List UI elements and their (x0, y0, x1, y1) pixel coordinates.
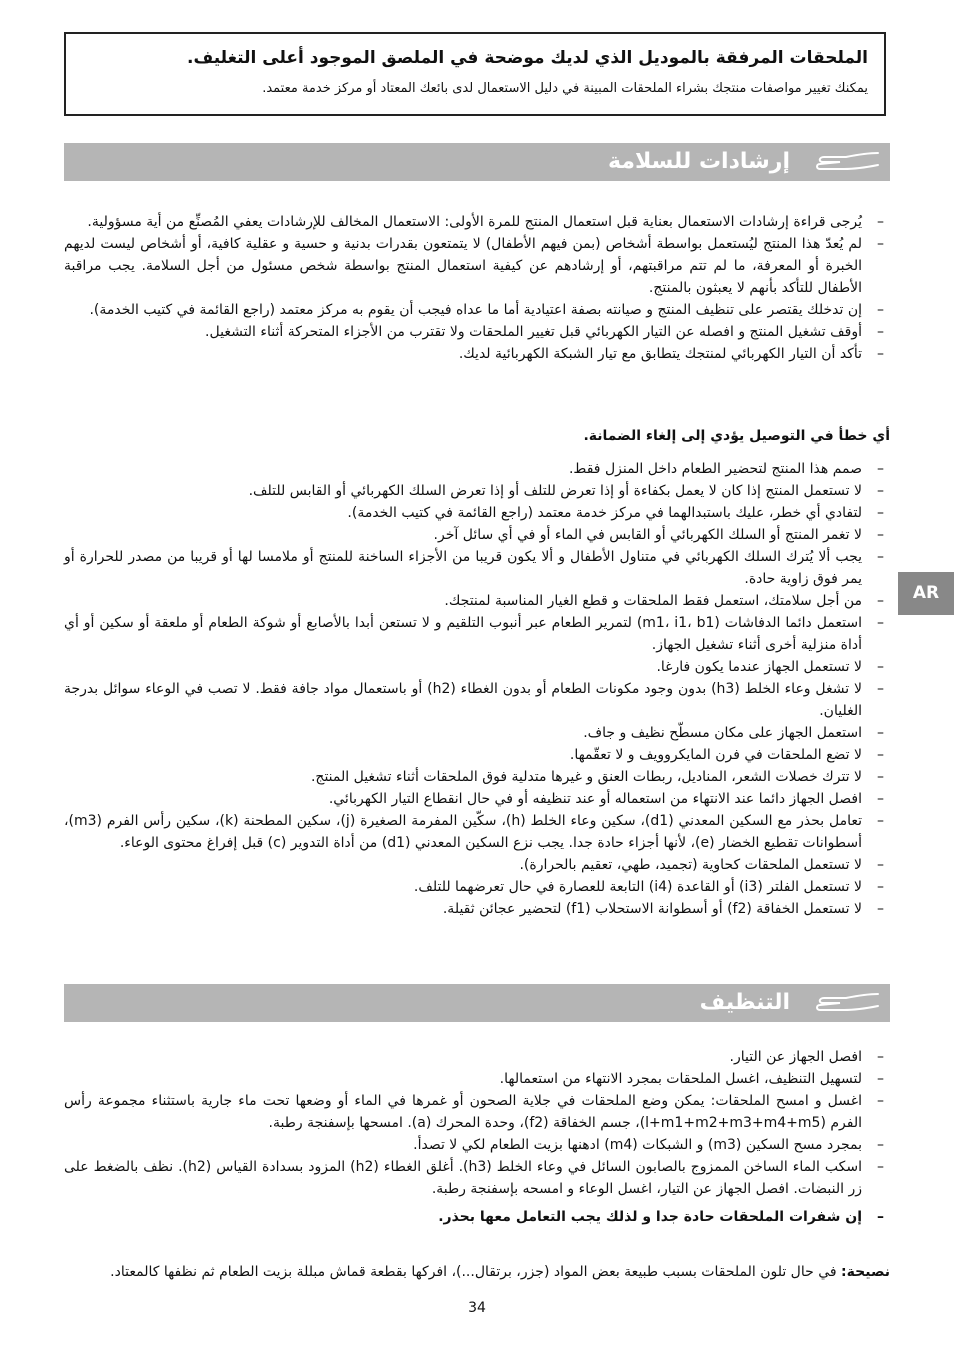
list-dash: – (877, 1159, 884, 1175)
list-dash: – (877, 615, 884, 631)
list-item (64, 612, 890, 656)
hand-pointing-icon (816, 992, 880, 1014)
warranty-warning: أي خطأ في التوصيل يؤدي إلى إلغاء الضمانة. (583, 428, 890, 444)
list-dash: – (877, 549, 884, 565)
safety-section-header (64, 143, 890, 181)
list-dash: – (877, 725, 884, 741)
list-dash: – (877, 769, 884, 785)
list-item-text: إن شفرات الملحقات حادة جدا و لذلك يجب التعامل معها بحذر. (438, 1209, 862, 1225)
safety-instructions-list (64, 211, 890, 365)
safety-instructions-list-2 (64, 458, 890, 920)
list-item (64, 524, 890, 546)
list-dash: – (877, 214, 884, 230)
list-item-text: صمم هذا المنتج لتحضير الطعام داخل المنزل فقط. (568, 461, 862, 477)
list-item-text: افصل الجهاز دائما عند الانتهاء من استعماله أو عند تنظيفه أو في حال انقطاع التيار الكهربائي. (328, 791, 862, 807)
list-dash: – (877, 1209, 884, 1225)
accessory-notice-box (64, 32, 886, 116)
list-item-text: تأكد أن التيار الكهربائي لمنتجك يتطابق مع تيار الشبكة الكهربائية لديك. (458, 346, 862, 362)
cleaning-tip (64, 1262, 890, 1283)
list-item (64, 788, 890, 810)
notice-subtitle: يمكنك تغيير مواصفات منتجك بشراء الملحقات المبينة في دليل الاستعمال لدى بائعك المعتاد أو مركز خدمة معتمد. (262, 81, 868, 96)
list-item (64, 1156, 890, 1200)
list-dash: – (877, 747, 884, 763)
list-item (64, 766, 890, 788)
list-dash: – (877, 681, 884, 697)
list-dash: – (877, 1071, 884, 1087)
list-item (64, 299, 890, 321)
list-item-text: لا تضع الملحقات في فرن المايكروويف و لا تعقّمها. (569, 747, 862, 763)
list-dash: – (877, 659, 884, 675)
list-dash: – (877, 857, 884, 873)
list-dash: – (877, 813, 884, 829)
list-dash: – (877, 879, 884, 895)
list-item (64, 590, 890, 612)
list-item-text: اسكب الماء الساخن الممزوج بالصابون السائل في وعاء الخلط (h3). أغلق الغطاء (h2) المزود بسدادة القياس (h2). نظف بالضغط على زر النبضات. افصل الجهاز عن التيار، اغسل الوعاء و امسحه بإسفنجة رطبة. (64, 1159, 862, 1197)
tip-text: في حال تلون الملحقات بسبب طبيعة بعض المواد (جزر، برتقال...)، افركها بقطعة قماش مبللة بزيت الطعام ثم نظفها كالمعتاد. (110, 1264, 837, 1280)
list-item-text: لتفادي أي خطر، عليك باستبدالهما في مركز خدمة معتمد (راجع القائمة في كتيب الخدمة). (347, 505, 862, 521)
list-dash: – (877, 302, 884, 318)
list-item-text: لا تستعمل المنتج إذا كان لا يعمل بكفاءة أو إذا تعرض للتلف أو إذا تعرض السلك الكهربائي أو القابس للتلف. (248, 483, 862, 499)
cleaning-section-title: التنظيف (699, 990, 790, 1015)
list-item (64, 854, 890, 876)
list-dash: – (877, 527, 884, 543)
page-number: 34 (468, 1300, 486, 1316)
list-item (64, 656, 890, 678)
list-item (64, 458, 890, 480)
list-item-text: لا تستعمل الفلتر (i3) أو القاعدة (i4) التابعة للعصارة في حال تعرضهما للتلف. (413, 879, 862, 895)
language-tab: AR (898, 572, 954, 615)
list-item (64, 722, 890, 744)
tip-label: نصيحة: (841, 1264, 890, 1280)
list-item-text: تعامل بحذر مع السكين المعدني (d1)، سكين وعاء الخلط (h)، سكّين المفرمة الصغيرة (j)، سكين المطحنة (k)، سكين رأس الفرم (m3)، أسطوانات تقطيع الخضار (e)، لأنها أجزاء حادة جدا. يجب نزع السكين المعدني (d1) من أداة التدوير (c) قبل إفراغ محتوى الوعاء. (64, 813, 863, 851)
list-dash: – (877, 505, 884, 521)
list-item-text: لتسهيل التنظيف، اغسل الملحقات بمجرد الانتهاء من استعمالها. (499, 1071, 862, 1087)
list-item-text: استعمل دائما الدفاشات (m1، i1، b1) لتمرير الطعام عبر أنبوب التلقيم و لا تستعن أبدا بالأصابع أو شوكة الطعام أو ملعقة أو سكين أو أي أداة منزلية أخرى أثناء تشغيل الجهاز. (64, 615, 862, 653)
list-dash: – (877, 1137, 884, 1153)
list-dash: – (877, 901, 884, 917)
hand-pointing-icon (816, 151, 880, 173)
list-item-text: لا تترك خصلات الشعر، المناديل، ربطات العنق و غيرها متدلية فوق الملحقات أثناء تشغيل المنتج. (310, 769, 862, 785)
cleaning-instructions-list (64, 1046, 890, 1228)
list-item-text: أوقف تشغيل المنتج و افصله عن التيار الكهربائي قبل تغيير الملحقات ولا تقترب من الأجزاء المتحركة أثناء التشغيل. (205, 324, 862, 340)
list-item-text: اغسل و امسح الملحقات: يمكن وضع الملحقات في جلاية الصحون أو غمرها في الماء أو وضعها تحت ماء جارية باستثناء مجموعة رأس الفرم (l+m1+m2+m3+m4+m5)، جسم الخفاقة (f2)، وحدة المحرك (a). امسحها بإسفنجة رطبة. (64, 1093, 862, 1131)
list-dash: – (877, 346, 884, 362)
list-dash: – (877, 483, 884, 499)
list-item (64, 744, 890, 766)
list-item (64, 211, 890, 233)
list-item-text: إن تدخلك يقتصر على تنظيف المنتج و صيانته بصفة اعتيادية أما ما عداه فيجب أن يقوم به مركز معتمد (راجع القائمة في كتيب الخدمة). (89, 302, 862, 318)
list-item-text: لا تستعمل الملحقات كحاوية (تجميد، طهي، تعقيم بالحرارة). (519, 857, 862, 873)
list-item-text: افصل الجهاز عن التيار. (729, 1049, 862, 1065)
list-item (64, 1134, 890, 1156)
list-item (64, 546, 890, 590)
list-item-text: بمجرد مسح السكين (m3) و الشبكات (m4) ادهنها بزيت الطعام لكي لا تصدأ. (413, 1137, 862, 1153)
list-item (64, 1206, 890, 1228)
list-item (64, 343, 890, 365)
list-item-text: من أجل سلامتك، استعمل فقط الملحقات و قطع الغيار المناسبة لمنتجك. (444, 593, 862, 609)
list-item-text: لا تغمر المنتج أو السلك الكهربائي أو القابس في الماء أو في أي سائل آخر. (433, 527, 862, 543)
list-item (64, 810, 890, 854)
list-dash: – (877, 593, 884, 609)
list-item (64, 898, 890, 920)
list-item (64, 1046, 890, 1068)
list-item (64, 502, 890, 524)
list-item (64, 480, 890, 502)
list-dash: – (877, 1093, 884, 1109)
list-dash: – (877, 324, 884, 340)
list-item-text: لا تستعمل الخفاقة (f2) أو أسطوانة الاستحلاب (f1) لتحضير عجائن ثقيلة. (442, 901, 862, 917)
list-item (64, 876, 890, 898)
list-item (64, 1068, 890, 1090)
list-item-text: يُرجى قراءة إرشادات الاستعمال بعناية قبل استعمال المنتج للمرة الأولى: الاستعمال المخالف للإرشادات يعفي المُصنِّع من أية مسؤولية. (87, 214, 862, 230)
list-dash: – (877, 1049, 884, 1065)
list-dash: – (877, 236, 884, 252)
list-item-text: يجب ألا يُترك السلك الكهربائي في متناول الأطفال و ألا يكون قريبا من الأجزاء الساخنة للمنتج أو ملامسا لها أو قريبا من مصدر للحرارة أو يمر فوق زاوية حادة. (64, 549, 862, 587)
list-item-text: استعمل الجهاز على مكان مسطّح نظيف و جاف. (583, 725, 862, 741)
list-dash: – (877, 791, 884, 807)
notice-title: الملحقات المرفقة بالموديل الذي لديك موضحة في الملصق الموجود أعلى التغليف. (187, 48, 868, 68)
list-item-text: لم يُعدّ هذا المنتج ليُستعمل بواسطة أشخاص (بمن فيهم الأطفال) لا يتمتعون بقدرات بدنية و حسية و عقلية كافية، أو أشخاص ليست لديهم الخبرة أو المعرفة، ما لم تتم مراقبتهم، أو إرشادهم عن كيفية استعمال المنتج بواسطة شخص مسئول من أجل السلامة. يجب مراقبة الأطفال للتأكد بأنهم لا يعبثون بالمنتج. (64, 236, 862, 296)
list-dash: – (877, 461, 884, 477)
list-item (64, 1090, 890, 1134)
safety-section-title: إرشادات للسلامة (608, 149, 790, 174)
list-item-text: لا تستعمل الجهاز عندما يكون فارغا. (656, 659, 862, 675)
list-item (64, 233, 890, 299)
list-item (64, 678, 890, 722)
list-item-text: لا تشغل وعاء الخلط (h3) بدون وجود مكونات الطعام أو بدون الغطاء (h2) أو باستعمال مواد جافة فقط. لا تصب في الوعاء سوائل بدرجة الغليان. (64, 681, 862, 719)
list-item (64, 321, 890, 343)
cleaning-section-header (64, 984, 890, 1022)
